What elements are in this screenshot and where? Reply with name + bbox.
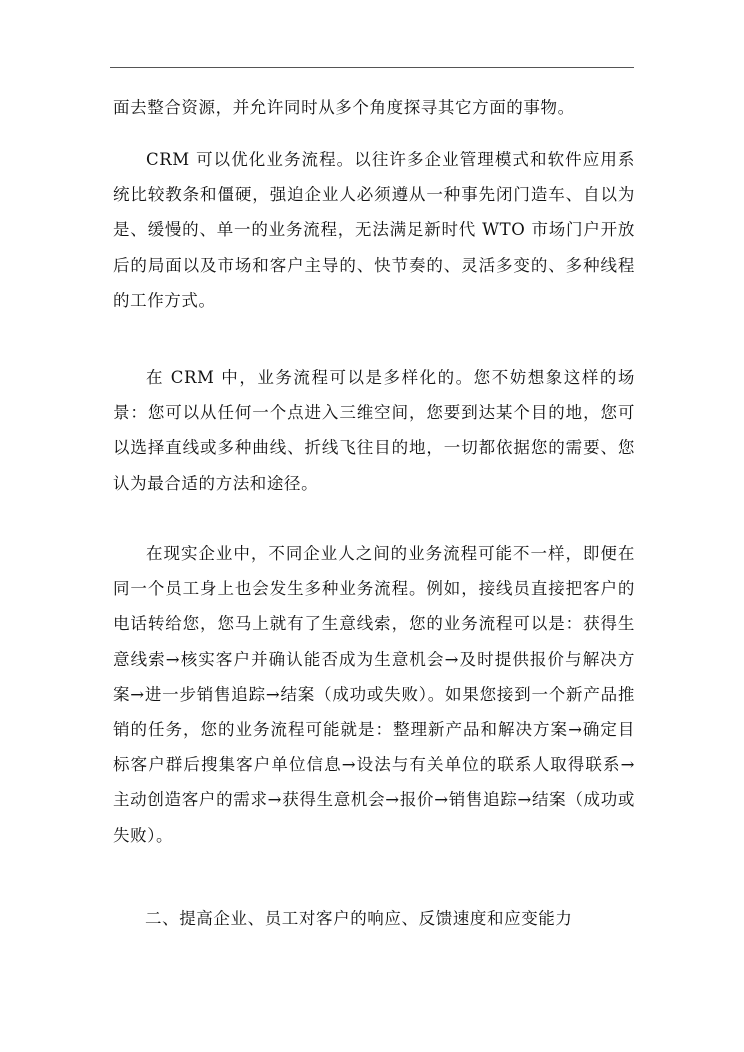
paragraph-real-enterprise-process: 在现实企业中，不同企业人之间的业务流程可能不一样，即便在同一个员工身上也会发生多种业务流程。例如，接线员直接把客户的电话转给您，您马上就有了生意线索，您的业务流程可以是：获得生意线索→核实客户并确认能否成为生意机会→及时提供报价与解决方案→进一步销售追踪→结案（成功或失败）。如果您接到一个新产品推销的任务，您的业务流程可能就是：整理新产品和解决方案→确定目标客户群后搜集客户单位信息→设法与有关单位的联系人取得联系→主动创造客户的需求→获得生意机会→报价→销售追踪→结案（成功或失败）。 (113, 544, 635, 845)
section-heading: 二、提高企业、员工对客户的响应、反馈速度和应变能力 (145, 909, 573, 928)
header-rule (110, 67, 634, 68)
paragraph-crm-diverse-process: 在 CRM 中，业务流程可以是多样化的。您不妨想象这样的场景：您可以从任何一个点进入三维空间，您要到达某个目的地，您可以选择直线或多种曲线、折线飞往目的地，一切都依据您的需要、您认为最合适的方法和途径。 (113, 368, 635, 493)
paragraph-crm-process: CRM 可以优化业务流程。以往许多企业管理模式和软件应用系统比较教条和僵硬，强迫企业人必须遵从一种事先闭门造车、自以为是、缓慢的、单一的业务流程，无法满足新时代 WTO 市场门户开放后的局面以及市场和客户主导的、快节奏的、灵活多变的、多种线程的工作方式。 (113, 150, 635, 310)
paragraph-continuation: 面去整合资源，并允许同时从多个角度探寻其它方面的事物。 (113, 98, 575, 117)
